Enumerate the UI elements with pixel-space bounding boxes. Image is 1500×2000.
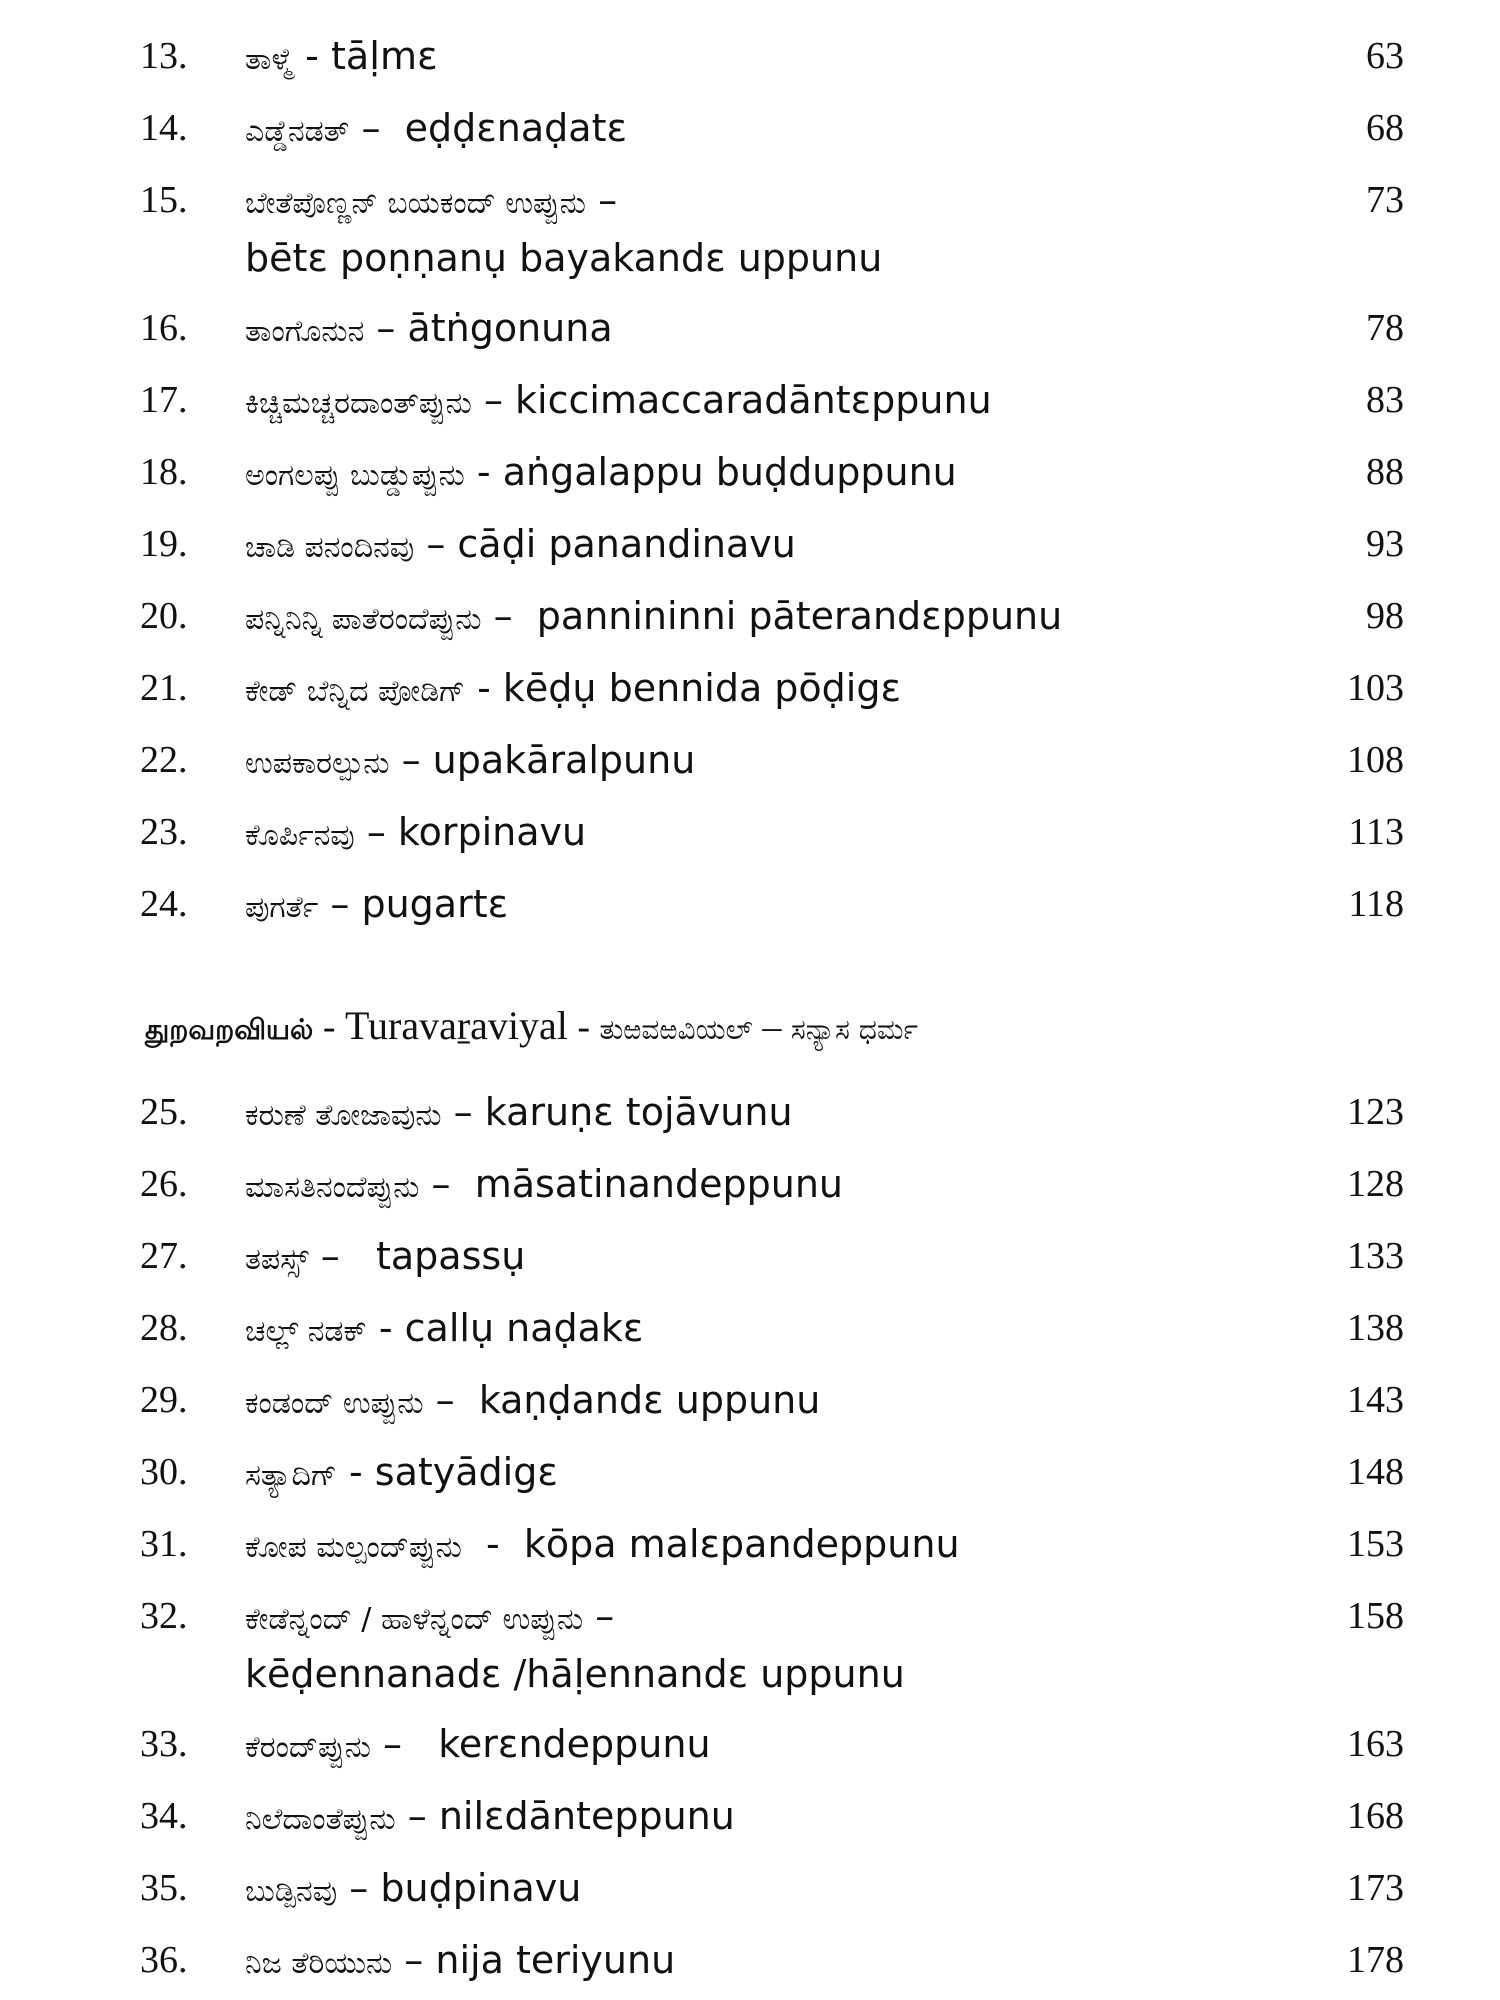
entry-separator: – [395,1794,439,1838]
section-roman-title: Turavaṟaviyal [344,1003,568,1048]
entry-number: 34. [140,1795,188,1837]
entry-separator: – [471,378,516,422]
entry-page-number: 73 [1366,179,1404,221]
entry-page-number: 123 [1347,1091,1404,1133]
entry-page-number: 158 [1347,1595,1404,1637]
entry-kannada-title: ಬುಡ್ಪಿನವು [245,1874,338,1909]
entry-kannada-title: ಪನ್ನಿನಿನ್ನಿ ಪಾತೆರಂದೆಪ್ಪುನು [245,602,482,637]
entry-separator: – [414,522,458,566]
entry-kannada-title: ಕೇಡ್ ಬೆನ್ನಿದ ಪೋಡಿಗ್ [245,674,466,709]
entry-title [245,1522,960,1570]
entry-page-number: 153 [1347,1523,1404,1565]
entry-kannada-title: ತಪಸ್ಸ್ [245,1242,309,1277]
entry-title [245,1450,558,1498]
entry-roman-title: māsatinandeppunu [474,1162,843,1206]
entry-number: 31. [140,1523,188,1565]
entry-roman-title: kēḍụ bennida pōḍigɛ [502,666,902,710]
section-separator: - [567,1006,600,1048]
entry-roman-title: satyādigɛ [374,1450,558,1494]
entry-number: 21. [140,667,188,709]
entry-page-number: 163 [1347,1723,1404,1765]
entry-title [245,106,627,154]
entry-number: 32. [140,1595,188,1637]
entry-roman-title-continued: bētɛ poṇṇanụ bayakandɛ uppunu [245,236,883,280]
section-tamil-title: துறவறவியல் [145,1013,314,1046]
section-separator: - [313,1006,345,1048]
entry-page-number: 63 [1366,35,1404,77]
entry-title [245,1794,735,1842]
entry-page-number: 178 [1347,1939,1404,1981]
entry-number: 16. [140,307,188,349]
entry-title [245,178,617,226]
entry-roman-title: ātṅgonuna [407,306,613,350]
entry-kannada-title: ಕಂಡಂದ್ ಉಪ್ಪುನು [245,1386,424,1421]
entry-kannada-title: ಕೇಡೆನ್ನಂದ್ / ಹಾಳೆನ್ನಂದ್ ಉಪ್ಪುನು [245,1602,584,1637]
entry-title [245,1938,675,1986]
entry-number: 15. [140,179,188,221]
entry-number: 36. [140,1939,188,1981]
entry-roman-title: eḍḍɛnaḍatɛ [404,106,628,150]
entry-number: 17. [140,379,188,421]
entry-page-number: 143 [1347,1379,1404,1421]
entry-number: 13. [140,35,188,77]
entry-page-number: 133 [1347,1235,1404,1277]
entry-roman-title: cāḍi panandinavu [457,522,796,566]
entry-separator: – [354,810,398,854]
section-separator: – [752,1006,791,1048]
entry-separator: – [583,1594,615,1638]
entry-roman-title: kiccimaccaradāntɛppunu [515,378,992,422]
entry-separator: – [585,178,618,222]
entry-roman-title: nilɛdānteppunu [438,1794,735,1838]
entry-title [245,666,901,714]
section-heading [145,1004,1445,1052]
entry-separator: – [423,1378,479,1422]
entry-separator: – [370,1722,439,1766]
entry-kannada-title: ಕೊರ್ಪಿನವು [245,818,355,853]
entry-roman-title: nija teriyunu [435,1938,676,1982]
entry-roman-title: kaṇḍandɛ uppunu [478,1378,821,1422]
entry-page-number: 128 [1347,1163,1404,1205]
entry-kannada-title: ಮಾಸತಿನಂದೆಪ್ಪುನು [245,1170,420,1205]
entry-title [245,1090,793,1138]
entry-roman-title: tapassụ [376,1234,526,1278]
entry-title [245,882,508,930]
entry-page-number: 68 [1366,107,1404,149]
entry-page-number: 148 [1347,1451,1404,1493]
entry-kannada-title: ಕರುಣೆ ತೋಜಾವುನು [245,1098,442,1133]
entry-kannada-title: ಕೆರಂದ್‌ಪ್ಪುನು [245,1730,371,1765]
entry-roman-title: aṅgalappu buḍduppunu [502,450,957,494]
entry-separator: – [337,1866,381,1910]
entry-title [245,1378,820,1426]
section-tulu-title: ತುಱವಱವಿಯಲ್ [599,1013,753,1046]
entry-roman-title: kōpa malɛpandeppunu [523,1522,960,1566]
entry-page-number: 168 [1347,1795,1404,1837]
entry-number: 18. [140,451,188,493]
entry-kannada-title: ನಿಲೆದಾಂತೆಪ್ಪುನು [245,1802,396,1837]
entry-kannada-title: ಸತ್ಯಾದಿಗ್ [245,1458,337,1493]
entry-kannada-title: ಕೋಪ ಮಲ್ಪಂದ್‌ಪ್ಪುನು [245,1530,462,1565]
entry-roman-title: pugartɛ [361,882,509,926]
entry-separator: - [293,34,331,78]
entry-page-number: 83 [1366,379,1404,421]
entry-number: 19. [140,523,188,565]
entry-number: 24. [140,883,188,925]
entry-title [245,522,796,570]
entry-page-number: 88 [1366,451,1404,493]
entry-page-number: 108 [1347,739,1404,781]
entry-number: 28. [140,1307,188,1349]
entry-title [245,34,438,82]
entry-kannada-title: ಪುಗರ್ತೆ [245,890,319,925]
entry-title [245,594,1062,642]
entry-number: 20. [140,595,188,637]
entry-page-number: 103 [1347,667,1404,709]
entry-roman-title: korpinavu [397,810,587,854]
entry-kannada-title: ಬೇತೆಪೊಣ್ಣನ್ ಬಯಕಂದ್ ಉಪ್ಪುನು [245,186,586,221]
entry-separator: - [366,1306,405,1350]
entry-separator: - [464,450,503,494]
entry-separator: – [318,882,362,926]
entry-title [245,306,613,354]
entry-separator: – [308,1234,376,1278]
entry-separator: – [392,1938,436,1982]
entry-roman-title: buḍpinavu [380,1866,582,1910]
entry-kannada-title: ತಾಳ್ಮೆ [245,42,294,77]
entry-title [245,450,957,498]
entry-separator: - [461,1522,524,1566]
entry-page-number: 78 [1366,307,1404,349]
entry-title [245,378,992,426]
entry-roman-title: karuṇɛ tojāvunu [484,1090,793,1134]
entry-roman-title: callụ naḍakɛ [404,1306,644,1350]
entry-kannada-title: ಚಲ್ಲ್ ನಡಕ್ [245,1314,367,1349]
entry-title [245,1594,614,1642]
entry-separator: – [481,594,537,638]
entry-number: 33. [140,1723,188,1765]
entry-title [245,1162,843,1210]
entry-roman-title-continued: kēḍennanadɛ /hāḷennandɛ uppunu [245,1652,905,1696]
entry-title [245,738,695,786]
entry-separator: – [389,738,433,782]
entry-title [245,1306,643,1354]
entry-roman-title: pannininni pāterandɛppunu [536,594,1063,638]
entry-kannada-title: ಅಂಗಲಪ್ಪು ಬುಡ್ಡುಪ್ಪುನು [245,458,465,493]
entry-title [245,810,586,858]
entry-number: 29. [140,1379,188,1421]
entry-page-number: 118 [1348,883,1404,925]
entry-separator: - [465,666,503,710]
entry-title [245,1722,711,1770]
entry-number: 25. [140,1091,188,1133]
entry-number: 30. [140,1451,188,1493]
entry-page-number: 93 [1366,523,1404,565]
entry-page-number: 98 [1366,595,1404,637]
entry-kannada-title: ತಾಂಗೊನುನ [245,314,365,349]
entry-number: 26. [140,1163,188,1205]
entry-separator: - [336,1450,375,1494]
entry-number: 23. [140,811,188,853]
entry-number: 22. [140,739,188,781]
entry-roman-title: upakāralpunu [432,738,696,782]
section-kannada-title: ಸನ್ಯಾಸ ಧರ್ಮ [790,1013,919,1046]
entry-number: 27. [140,1235,188,1277]
entry-separator: – [441,1090,485,1134]
entry-title [245,1866,581,1914]
entry-page-number: 113 [1348,811,1404,853]
entry-title [245,1234,525,1282]
entry-kannada-title: ಉಪಕಾರಲ್ಪುನು [245,746,390,781]
entry-roman-title: kerɛndeppunu [438,1722,711,1766]
entry-separator: – [364,306,408,350]
entry-page-number: 138 [1347,1307,1404,1349]
entry-number: 35. [140,1867,188,1909]
entry-kannada-title: ಎಡ್ಡೆನಡತ್ [245,114,350,149]
entry-page-number: 173 [1347,1867,1404,1909]
entry-separator: – [419,1162,475,1206]
entry-kannada-title: ಕಿಚ್ಚಿಮಚ್ಚರದಾಂತ್‌ಪ್ಪುನು [245,386,472,421]
entry-kannada-title: ಚಾಡಿ ಪನಂದಿನವು [245,530,415,565]
entry-roman-title: tāḷmɛ [330,34,438,78]
entry-number: 14. [140,107,188,149]
entry-kannada-title: ನಿಜ ತೆರಿಯುನು [245,1946,393,1981]
entry-separator: – [349,106,405,150]
